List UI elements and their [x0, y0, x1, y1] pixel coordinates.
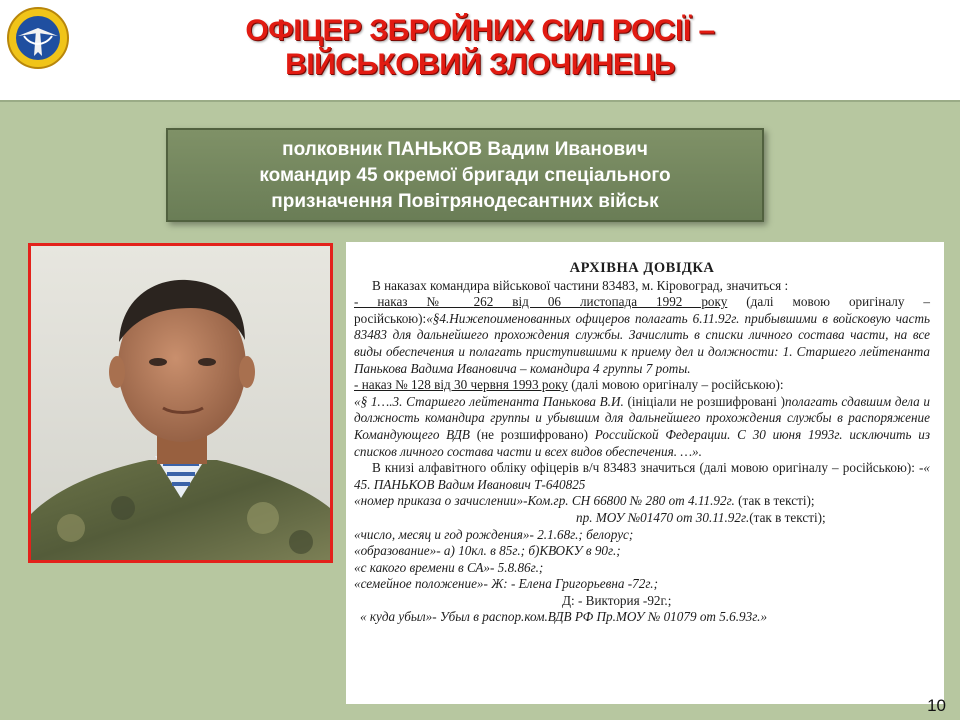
order-1-text: «§4.Нижепоименованных офицеров полагать 6.11.92г. прибывшими в войсковую часть 83483 для дальнейшего прохождения службы. Зачислить в списки личного состава части, на все виды обеспечения и полагать приступившими к приему дел и должности: 1. Старшего лейтенанта Панькова Вадима Ивановича – командира 4 группы 7 роты. [354, 310, 930, 376]
title-line-2: ВІЙСЬКОВИЙ ЗЛОЧИНЕЦЬ [285, 48, 675, 81]
dob-value: - 2.1.68г.; белорус; [529, 526, 634, 542]
order-2-note-3: (не розшифровано) [476, 426, 589, 442]
family-value: - Ж: - Елена Григорьевна -72г.; [483, 576, 658, 592]
education-label: «образование» [354, 543, 437, 559]
caption-line-3: призначення Повітрянодесантних військ [271, 191, 659, 212]
caption-line-2: командир 45 окремої бригади спеціального [259, 165, 671, 186]
moy-note: (так в тексті) [749, 509, 823, 525]
family-child-line: Д: - Виктория -92г.; [562, 592, 672, 608]
education-line [354, 543, 930, 560]
moy-end: ; [822, 509, 826, 525]
person-photo [28, 243, 333, 563]
order-1-note: (далі мовою оригіналу – російською): [354, 294, 930, 326]
order-2-text-c: Российской Федерации. С 30 июня 1993г. исключить из списков личного состава части и всех видов обеспечения. …». [354, 426, 930, 459]
dob-label: «число, месяц и год рождения» [354, 526, 530, 542]
person-portrait-icon [31, 246, 330, 560]
order-2-body [354, 394, 930, 460]
order-2-note-2: (ініціали не розшифровані ) [627, 393, 785, 409]
document-title: АРХІВНА ДОВІДКА [569, 260, 715, 276]
book-intro: В книзі алфавітного обліку офіцерів в/ч 83483 значиться (далі мовою оригіналу – російською): [372, 460, 919, 476]
service-since-value: - 5.8.86г.; [489, 559, 544, 575]
departure-value: - Убыл в распор.ком.ВДВ РФ Пр.МОУ № 01079 от 5.6.93г.» [432, 609, 768, 625]
family-label: «семейное положение» [354, 576, 484, 592]
order-number-end: ; [810, 493, 815, 509]
order-1-reference: - наказ № 262 від 06 листопада 1992 року [354, 294, 728, 310]
title-line-1: ОФІЦЕР ЗБРОЙНИХ СИЛ РОСІЇ – [245, 14, 715, 47]
document-intro: В наказах командира військової частини 83483, м. Кіровоград, значиться : [372, 277, 789, 293]
person-caption-box [166, 128, 764, 222]
order-1-paragraph [354, 294, 930, 377]
education-value: - а) 10кл. в 85г.; б)КВОКУ в 90г.; [436, 543, 621, 559]
order-2-reference: - наказ № 128 від 30 червня 1993 року [354, 377, 568, 393]
departure-line [354, 609, 930, 626]
military-intelligence-emblem-icon [6, 6, 70, 70]
page-number: 10 [927, 696, 946, 715]
book-paragraph [354, 460, 930, 493]
moy-line [354, 510, 930, 527]
order-number-label: «номер приказа о зачислении» [354, 493, 524, 509]
caption-line-1: полковник ПАНЬКОВ Вадим Иванович [282, 139, 648, 160]
archive-reference-document [346, 242, 944, 704]
order-2-text-a: «§ 1….3. Старшего лейтенанта Панькова В.И. [354, 393, 628, 409]
order-2-note: (далі мовою оригіналу – російською): [567, 377, 784, 393]
order-number-value: -Ком.гр. СН 66800 № 280 от 4.11.92г. [523, 493, 739, 509]
order-number-note: (так в тексті) [738, 493, 811, 509]
book-entry: -« 45. ПАНЬКОВ Вадим Иванович Т-640825 [354, 460, 930, 492]
departure-label: « куда убыл» [360, 609, 433, 625]
dob-line [354, 527, 930, 544]
order-2-paragraph [354, 377, 930, 394]
slide-header [0, 0, 960, 100]
family-line [354, 576, 930, 593]
order-2-text-b: полагать сдавшим дела и должность командира группы и убывшим для дальнейшего прохождения службы в распоряжение Командующего ВДВ [354, 393, 930, 442]
moy-value: пр. МОУ №01470 от 30.11.92г. [576, 509, 750, 525]
order-number-line [354, 493, 930, 510]
service-since-line [354, 560, 930, 577]
service-since-label: «с какого времени в СА» [354, 559, 490, 575]
slide-title [150, 14, 810, 82]
